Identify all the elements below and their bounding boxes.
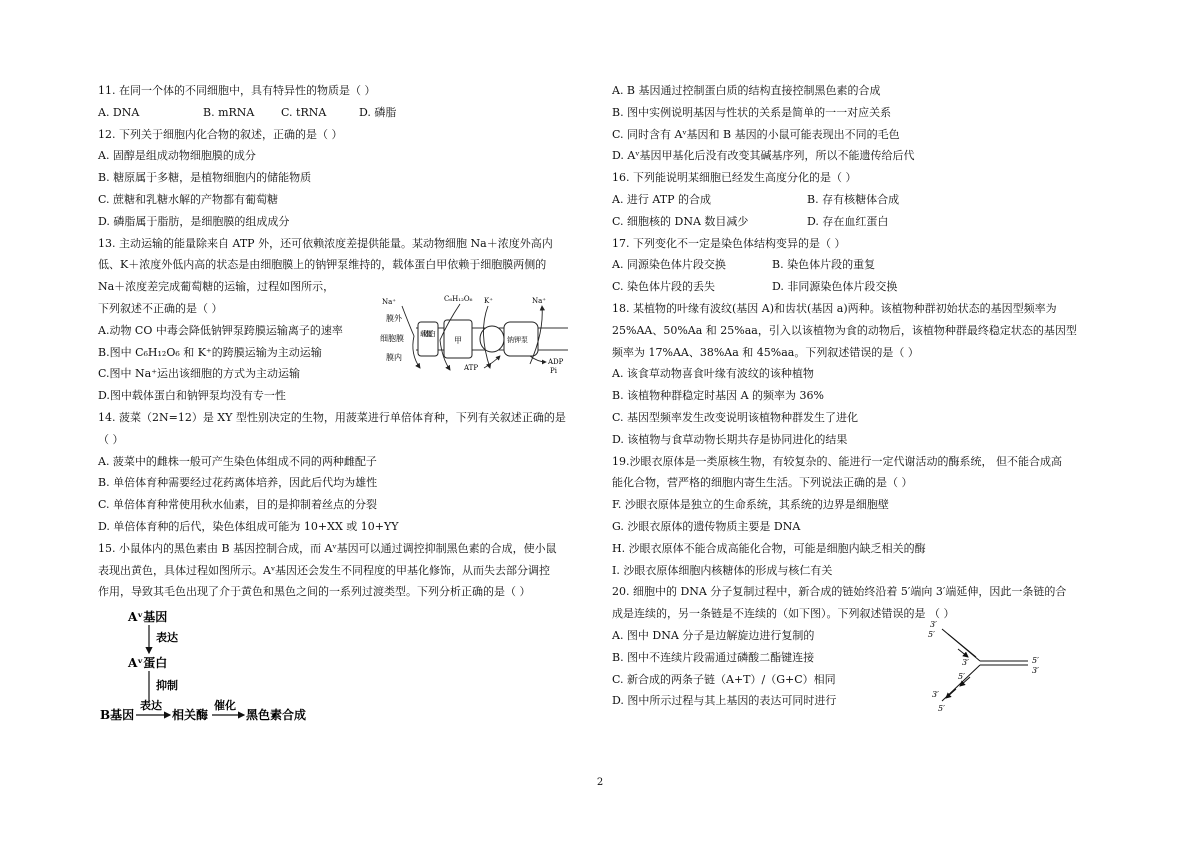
fig-jia-label: 甲	[454, 335, 462, 345]
fig-label-right-bot: 3′	[1032, 665, 1039, 675]
q16-option-a: A. 进行 ATP 的合成	[612, 192, 712, 206]
upper-leading-strand	[948, 634, 976, 657]
page-number: 2	[596, 777, 604, 788]
fig-na-left: Na⁺	[382, 297, 396, 306]
q12-option-c: C. 蔗糖和乳糖水解的产物都有葡萄糖	[98, 192, 279, 206]
q11-options	[98, 102, 593, 124]
q18-stem-line2: 25%AA、50%Aa 和 25%aa，引入以该植物为食的动物后，该植物种群最终稳定状态的基因型	[612, 323, 1077, 337]
q14-option-a: A. 菠菜中的雌株一般可产生染色体组成不同的两种雌配子	[98, 454, 377, 468]
fig-k: K⁺	[484, 296, 493, 305]
q19-option-f: F. 沙眼衣原体是独立的生命系统，其系统的边界是细胞壁	[612, 498, 889, 512]
q16-options-row1	[612, 189, 1112, 211]
q11-option-a: A. DNA	[98, 105, 140, 119]
q15-option-b: B. 图中实例说明基因与性状的关系是简单的一一对应关系	[612, 105, 892, 119]
q15-stem-line3: 作用，导致其毛色出现了介于黄色和黑色之间的一系列过渡类型。下列分析正确的是（ ）	[98, 585, 531, 599]
q20-stem-line2: 成是连续的，另一条链是不连续的（如下图）。下列叙述错误的是 （ ）	[612, 607, 955, 621]
q20-block	[612, 619, 1112, 713]
fig-av-gene: Aᵛ基因	[128, 610, 168, 625]
q13-stem-line2: 低、K＋浓度外低内高的状态是由细胞膜上的钠钾泵维持的，载体蛋白甲依赖于细胞膜两侧的	[98, 258, 547, 272]
q17-options-row1	[612, 254, 1112, 276]
q15-stem-line1: 15. 小鼠体内的黑色素由 B 基因控制合成，而 Aᵛ基因可以通过调控抑制黑色素的合成，使小鼠	[98, 541, 557, 555]
q14-stem-line2: （ ）	[98, 432, 124, 446]
q18-option-c: C. 基因型频率发生改变说明该植物种群发生了进化	[612, 410, 859, 424]
q11-option-b: B. mRNA	[203, 105, 255, 119]
fig-express-1: 表达	[156, 631, 178, 645]
q19-stem-line2: 能化合物，营严格的细胞内寄生生活。下列说法正确的是（ ）	[612, 476, 913, 490]
fig-label-bot-inner: 5′	[938, 703, 945, 713]
q13-option-d: D.图中载体蛋白和钠钾泵均没有专一性	[98, 389, 286, 403]
q16-option-c: C. 细胞核的 DNA 数目减少	[612, 214, 749, 228]
fig-b-gene: B基因	[100, 708, 135, 723]
q14-option-d: D. 单倍体育种的后代，染色体组成可能为 10+XX 或 10+YY	[98, 519, 399, 533]
q18-option-a: A. 该食草动物喜食叶缘有波纹的该种植物	[612, 367, 814, 381]
fig-catalyze: 催化	[214, 699, 236, 713]
q15-stem-line2: 表现出黄色，具体过程如图所示。Aᵛ基因还会发生不同程度的甲基化修饰，从而失去部分调控	[98, 563, 551, 577]
okazaki-fragment-2	[946, 689, 956, 698]
q12-stem: 12. 下列关于细胞内化合物的叙述，正确的是（ ）	[98, 127, 343, 141]
fig-membrane-label: 细胞膜	[380, 333, 404, 343]
fig-inside-label: 膜内	[386, 352, 402, 362]
q16-stem: 16. 下列能说明某细胞已经发生高度分化的是（ ）	[612, 171, 857, 185]
left-column	[98, 80, 593, 727]
fig-label-right-top: 5′	[1032, 655, 1039, 665]
melanin-pathway-diagram	[98, 607, 338, 727]
q19-stem-line1: 19.沙眼衣原体是一类原核生物，有较复杂的、能进行一定代谢活动的酶系统， 但不能合成高	[612, 454, 1062, 468]
replication-fork-diagram	[922, 617, 1062, 717]
q11-stem: 11. 在同一个体的不同细胞中，具有特异性的物质是（ ）	[98, 84, 376, 97]
carrier-protein-shape	[418, 322, 438, 356]
q13-stem-line1: 13. 主动运输的能量除来自 ATP 外，还可依赖浓度差提供能量。某动物细胞 Na＋浓度外高内	[98, 236, 553, 250]
q18-stem-line1: 18. 某植物的叶缘有波纹(基因 A)和齿状(基因 a)两种。该植物种群初始状态的基因型频率为	[612, 301, 1057, 315]
right-column	[612, 80, 1112, 712]
q18-option-d: D. 该植物与食草动物长期共存是协同进化的结果	[612, 432, 848, 446]
fig-carrier-label: 载体蛋白	[420, 329, 436, 338]
q14-option-c: C. 单倍体育种常使用秋水仙素，目的是抑制着丝点的分裂	[98, 498, 378, 512]
membrane-transport-diagram	[380, 292, 580, 376]
q15-option-a: A. B 基因通过控制蛋白质的结构直接控制黑色素的合成	[612, 84, 881, 97]
q13-option-b: B.图中 C₆H₁₂O₆ 和 K⁺的跨膜运输为主动运输	[98, 345, 322, 359]
q12-option-d: D. 磷脂属于脂肪，是细胞膜的组成成分	[98, 214, 290, 228]
q17-option-d: D. 非同源染色体片段交换	[772, 280, 898, 294]
fig-enzyme: 相关酶	[172, 708, 209, 723]
q17-option-c: C. 染色体片段的丢失	[612, 280, 716, 294]
q20-option-b: B. 图中不连续片段需通过磷酸二酯键连接	[612, 650, 815, 664]
q15-option-d: D. Aᵛ基因甲基化后没有改变其碱基序列，所以不能遗传给后代	[612, 149, 915, 163]
na-in-arrow	[402, 306, 420, 368]
fig-outside-label: 膜外	[386, 313, 402, 323]
q16-option-d: D. 存在血红蛋白	[807, 214, 889, 228]
q17-stem: 17. 下列变化不一定是染色体结构变异的是（ ）	[612, 236, 846, 250]
fig-atp: ATP	[464, 363, 479, 372]
q17-option-b: B. 染色体片段的重复	[772, 258, 876, 272]
q20-option-d: D. 图中所示过程与其上基因的表达可同时进行	[612, 694, 837, 708]
fig-label-top-outer: 3′	[930, 619, 937, 629]
fig-na-right: Na⁺	[532, 296, 546, 305]
q11-option-c: C. tRNA	[281, 105, 327, 119]
q17-options-row2	[612, 276, 1112, 298]
q20-option-a: A. 图中 DNA 分子是边解旋边进行复制的	[612, 628, 815, 642]
q13-block	[98, 294, 593, 407]
fig-label-bot-outer: 3′	[932, 689, 939, 699]
fig-inhibit: 抑制	[156, 679, 178, 693]
fig-label-mid-bot: 5′	[958, 671, 965, 681]
q13-stem-line3: Na＋浓度差完成葡萄糖的运输，过程如图所示，	[98, 280, 335, 294]
q15-option-c: C. 同时含有 Aᵛ基因和 B 基因的小鼠可能表现出不同的毛色	[612, 127, 900, 141]
q12-option-a: A. 固醇是组成动物细胞膜的成分	[98, 149, 256, 163]
q18-option-b: B. 该植物种群稳定时基因 A 的频率为 36%	[612, 389, 824, 403]
q13-stem-line4: 下列叙述不正确的是（ ）	[98, 301, 223, 315]
fig-av-protein: Aᵛ蛋白	[128, 656, 168, 671]
q19-option-h: H. 沙眼衣原体不能合成高能化合物，可能是细胞内缺乏相关的酶	[612, 541, 926, 555]
q19-option-g: G. 沙眼衣原体的遗传物质主要是 DNA	[612, 519, 801, 533]
fig-pump-label: 钠钾泵	[507, 335, 528, 344]
q20-option-c: C. 新合成的两条子链（A+T）/（G+C）相同	[612, 672, 836, 686]
q19-option-i: I. 沙眼衣原体细胞内核糖体的形成与核仁有关	[612, 563, 833, 577]
q12-option-b: B. 糖原属于多糖，是植物细胞内的储能物质	[98, 171, 312, 185]
atp-arrow	[484, 356, 500, 368]
q13-option-a: A.动物 CO 中毒会降低钠钾泵跨膜运输离子的速率	[98, 323, 343, 337]
fig-express-2: 表达	[140, 699, 162, 713]
fig-melanin: 黑色素合成	[246, 708, 307, 723]
q18-stem-line3: 频率为 17%AA、38%Aa 和 45%aa。下列叙述错误的是（ ）	[612, 345, 919, 359]
q20-stem-line1: 20. 细胞中的 DNA 分子复制过程中，新合成的链始终沿着 5′端向 3′端延伸，因此一条链的合	[612, 585, 1067, 599]
q13-option-c: C.图中 Na⁺运出该细胞的方式为主动运输	[98, 367, 301, 381]
q14-stem-line1: 14. 菠菜（2N=12）是 XY 型性别决定的生物，用菠菜进行单倍体育种，下列有关叙述正确的是	[98, 410, 566, 424]
fig-label-top-inner: 5′	[928, 629, 935, 639]
fig-adp: ADP	[548, 357, 564, 366]
q16-option-b: B. 存有核糖体合成	[807, 192, 900, 206]
fig-glucose: C₆H₁₂O₆	[444, 294, 473, 303]
q11-option-d: D. 磷脂	[359, 105, 397, 119]
q17-option-a: A. 同源染色体片段交换	[612, 258, 726, 272]
fig-label-mid-top: 3′	[962, 657, 969, 667]
lower-template	[942, 665, 980, 701]
q16-options-row2	[612, 211, 1112, 233]
fig-pi: Pi	[550, 366, 557, 375]
q14-option-b: B. 单倍体育种需要经过花药离体培养，因此后代均为雄性	[98, 476, 378, 490]
